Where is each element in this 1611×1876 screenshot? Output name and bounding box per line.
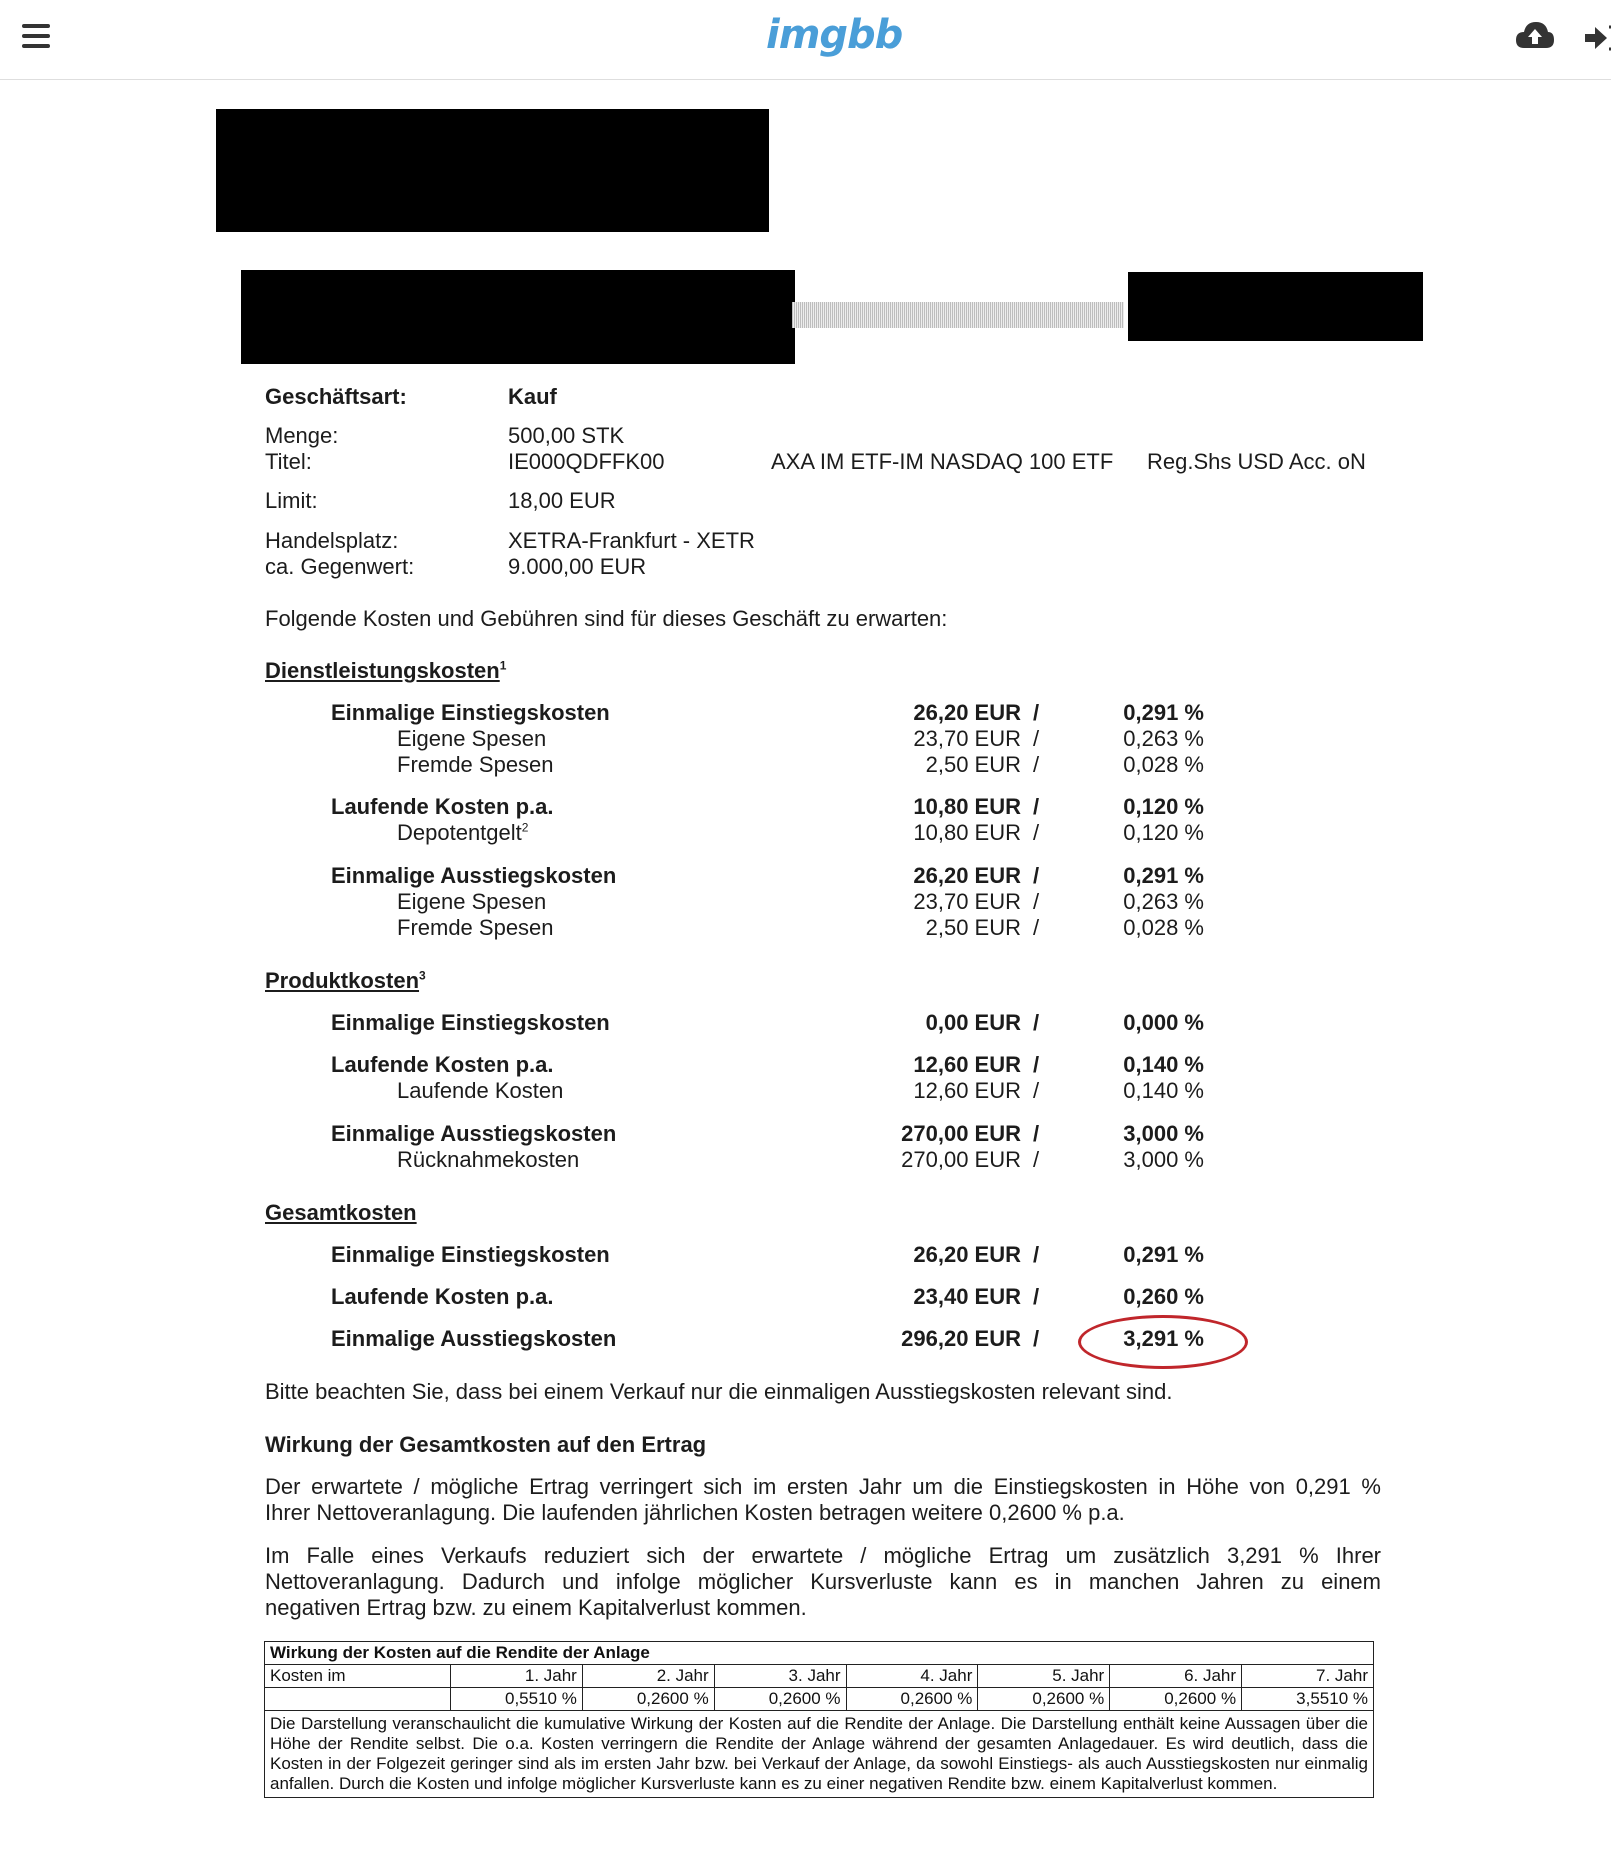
produkt-aus-label: Einmalige Ausstiegskosten: [331, 1121, 617, 1146]
slash: /: [1033, 752, 1040, 777]
value-year-6: 0,2600 %: [1110, 1688, 1242, 1711]
slash: /: [1033, 1121, 1040, 1146]
produkt-ein-pct: 0,000 %: [1123, 1010, 1204, 1035]
highlight-circle: [1078, 1315, 1248, 1369]
value-year-1: 0,5510 %: [451, 1688, 583, 1711]
dienst-aus-label: Einmalige Ausstiegskosten: [331, 863, 617, 888]
depotentgelt-text: Depotentgelt: [397, 820, 522, 845]
year-7: 7. Jahr: [1242, 1665, 1374, 1688]
dienst-ein-eigene-label: Eigene Spesen: [397, 726, 547, 751]
dienst-aus-eigene-label: Eigene Spesen: [397, 889, 547, 914]
dienst-ein-eigene-eur: 23,70 EUR: [913, 726, 1021, 751]
dienst-depotentgelt-pct: 0,120 %: [1123, 820, 1204, 845]
footnote-marker: 1: [499, 658, 507, 673]
rendite-table-footnote: Die Darstellung veranschaulicht die kumulative Wirkung der Kosten auf die Rendite der Anlage. Die Darstellung enthält keine Aussagen über die Höhe der Rendite selbst. Die o.a. Kosten verringern die Rendite der Anlage während der gesamten Anlagedauer. Es wird deutlich, dass die Kosten in der Folgezeit geringer sind als im ersten Jahr bzw. bei Verkauf der Anlage, da sowohl Einstiegs- als auch Ausstiegskosten nur einmalig anfallen. Durch die Kosten und infolge möglicher Kursverluste kann es zu einer negativen Rendite bzw. einem Kapitalverlust kommen.: [265, 1711, 1374, 1798]
intro-text: Folgende Kosten und Gebühren sind für dieses Geschäft zu erwarten:: [265, 606, 948, 631]
slash: /: [1033, 915, 1040, 940]
produkt-lauf-sub-label: Laufende Kosten: [397, 1078, 564, 1103]
gesamt-lauf-pct: 0,260 %: [1123, 1284, 1204, 1309]
dienst-aus-eigene-eur: 23,70 EUR: [913, 889, 1021, 914]
slash: /: [1033, 1284, 1040, 1309]
geschaeftsart-value: Kauf: [508, 384, 557, 409]
titel-name: AXA IM ETF-IM NASDAQ 100 ETF: [771, 449, 1114, 474]
slash: /: [1033, 1326, 1040, 1351]
produkt-aus-sub-eur: 270,00 EUR: [901, 1147, 1021, 1172]
slash: /: [1033, 1242, 1040, 1267]
dienst-aus-eigene-pct: 0,263 %: [1123, 889, 1204, 914]
produkt-aus-pct: 3,000 %: [1123, 1121, 1204, 1146]
value-year-3: 0,2600 %: [714, 1688, 846, 1711]
dienst-ein-fremde-eur: 2,50 EUR: [925, 752, 1021, 777]
rendite-table-title: Wirkung der Kosten auf die Rendite der Anlage: [265, 1642, 1374, 1665]
wirkung-p1-line2: Ihrer Nettoveranlagung. Die laufenden jährlichen Kosten betragen weitere 0,2600 % p.a.: [265, 1500, 1125, 1525]
slash: /: [1033, 889, 1040, 914]
table-title-row: [265, 1642, 1374, 1665]
year-5: 5. Jahr: [978, 1665, 1110, 1688]
wirkung-p1-line1: Der erwartete / mögliche Ertrag verringert sich im ersten Jahr um die Einstiegskosten in Höhe von 0,291 %: [265, 1474, 1381, 1499]
dienst-lauf-pct: 0,120 %: [1123, 794, 1204, 819]
section-title-produktkosten: [265, 968, 426, 994]
dienst-aus-fremde-label: Fremde Spesen: [397, 915, 554, 940]
slash: /: [1033, 700, 1040, 725]
year-6: 6. Jahr: [1110, 1665, 1242, 1688]
note-text: Bitte beachten Sie, dass bei einem Verkauf nur die einmaligen Ausstiegskosten relevant sind.: [265, 1379, 1173, 1404]
gesamtkosten-title: Gesamtkosten: [265, 1200, 417, 1225]
produkt-aus-sub-label: Rücknahmekosten: [397, 1147, 580, 1172]
menge-value: 500,00 STK: [508, 423, 625, 448]
produkt-ein-label: Einmalige Einstiegskosten: [331, 1010, 610, 1035]
slash: /: [1033, 726, 1040, 751]
produkt-lauf-label: Laufende Kosten p.a.: [331, 1052, 554, 1077]
produkt-aus-eur: 270,00 EUR: [901, 1121, 1021, 1146]
gesamt-ein-pct: 0,291 %: [1123, 1242, 1204, 1267]
handelsplatz-value: XETRA-Frankfurt - XETR: [508, 528, 755, 553]
produktkosten-title: Produktkosten: [265, 968, 420, 993]
rendite-table: [264, 1641, 1374, 1798]
dienst-ein-eigene-pct: 0,263 %: [1123, 726, 1204, 751]
dienst-aus-pct: 0,291 %: [1123, 863, 1204, 888]
table-row-years: [265, 1665, 1374, 1688]
year-2: 2. Jahr: [582, 1665, 714, 1688]
limit-label: Limit:: [265, 488, 318, 513]
gesamt-ein-eur: 26,20 EUR: [913, 1242, 1021, 1267]
year-1: 1. Jahr: [451, 1665, 583, 1688]
imgbb-logo[interactable]: imgbb: [766, 12, 903, 58]
handelsplatz-label: Handelsplatz:: [265, 528, 399, 553]
year-3: 3. Jahr: [714, 1665, 846, 1688]
dienst-ein-fremde-pct: 0,028 %: [1123, 752, 1204, 777]
limit-value: 18,00 EUR: [508, 488, 616, 513]
slash: /: [1033, 1010, 1040, 1035]
footnote-marker: 2: [521, 820, 529, 835]
menge-label: Menge:: [265, 423, 339, 448]
gegenwert-value: 9.000,00 EUR: [508, 554, 647, 579]
value-year-7: 3,5510 %: [1242, 1688, 1374, 1711]
titel-isin: IE000QDFFK00: [508, 449, 665, 474]
gesamt-aus-label: Einmalige Ausstiegskosten: [331, 1326, 617, 1351]
titel-class: Reg.Shs USD Acc. oN: [1147, 449, 1366, 474]
gesamt-ein-label: Einmalige Einstiegskosten: [331, 1242, 610, 1267]
produkt-aus-sub-pct: 3,000 %: [1123, 1147, 1204, 1172]
dienstleistungskosten-title: Dienstleistungskosten: [265, 658, 500, 683]
dienst-lauf-label: Laufende Kosten p.a.: [331, 794, 554, 819]
dienst-depotentgelt-label: [397, 820, 528, 846]
gesamt-lauf-eur: 23,40 EUR: [913, 1284, 1021, 1309]
gesamt-aus-eur: 296,20 EUR: [901, 1326, 1021, 1351]
wirkung-p2-line2: Nettoveranlagung. Dadurch und infolge möglicher Kursverluste kann es in manchen Jahren zu einem: [265, 1569, 1381, 1594]
dienst-ein-pct: 0,291 %: [1123, 700, 1204, 725]
dienst-ein-label: Einmalige Einstiegskosten: [331, 700, 610, 725]
slash: /: [1033, 1078, 1040, 1103]
dienst-lauf-eur: 10,80 EUR: [913, 794, 1021, 819]
dienst-depotentgelt-eur: 10,80 EUR: [913, 820, 1021, 845]
dienst-ein-fremde-label: Fremde Spesen: [397, 752, 554, 777]
value-year-2: 0,2600 %: [582, 1688, 714, 1711]
gesamt-aus-pct: 3,291 %: [1123, 1326, 1204, 1351]
dienst-aus-fremde-eur: 2,50 EUR: [925, 915, 1021, 940]
slash: /: [1033, 1052, 1040, 1077]
section-title-dienstleistungskosten: [265, 658, 506, 684]
produkt-lauf-pct: 0,140 %: [1123, 1052, 1204, 1077]
produkt-lauf-sub-eur: 12,60 EUR: [913, 1078, 1021, 1103]
wirkung-paragraph-2: [265, 1543, 1381, 1621]
slash: /: [1033, 1147, 1040, 1172]
slash: /: [1033, 794, 1040, 819]
produkt-lauf-eur: 12,60 EUR: [913, 1052, 1021, 1077]
wirkung-p2-line1: Im Falle eines Verkaufs reduziert sich der erwartete / mögliche Ertrag um zusätzlich 3,291 % Ihrer: [265, 1543, 1381, 1568]
wirkung-paragraph-1: [265, 1474, 1381, 1526]
wirkung-heading: Wirkung der Gesamtkosten auf den Ertrag: [265, 1432, 707, 1457]
slash: /: [1033, 863, 1040, 888]
table-row-values: [265, 1688, 1374, 1711]
kosten-im-label: Kosten im: [265, 1665, 451, 1688]
produkt-ein-eur: 0,00 EUR: [925, 1010, 1021, 1035]
dienst-aus-fremde-pct: 0,028 %: [1123, 915, 1204, 940]
value-year-4: 0,2600 %: [846, 1688, 978, 1711]
geschaeftsart-label: Geschäftsart:: [265, 384, 407, 409]
titel-label: Titel:: [265, 449, 312, 474]
slash: /: [1033, 820, 1040, 845]
value-year-5: 0,2600 %: [978, 1688, 1110, 1711]
year-4: 4. Jahr: [846, 1665, 978, 1688]
produkt-lauf-sub-pct: 0,140 %: [1123, 1078, 1204, 1103]
gesamt-lauf-label: Laufende Kosten p.a.: [331, 1284, 554, 1309]
table-footnote-row: [265, 1711, 1374, 1798]
dienst-aus-eur: 26,20 EUR: [913, 863, 1021, 888]
wirkung-p2-line3: negativen Ertrag bzw. zu einem Kapitalverlust kommen.: [265, 1595, 807, 1620]
dienst-ein-eur: 26,20 EUR: [913, 700, 1021, 725]
gegenwert-label: ca. Gegenwert:: [265, 554, 415, 579]
footnote-marker: 3: [419, 968, 426, 983]
empty-cell: [265, 1688, 451, 1711]
